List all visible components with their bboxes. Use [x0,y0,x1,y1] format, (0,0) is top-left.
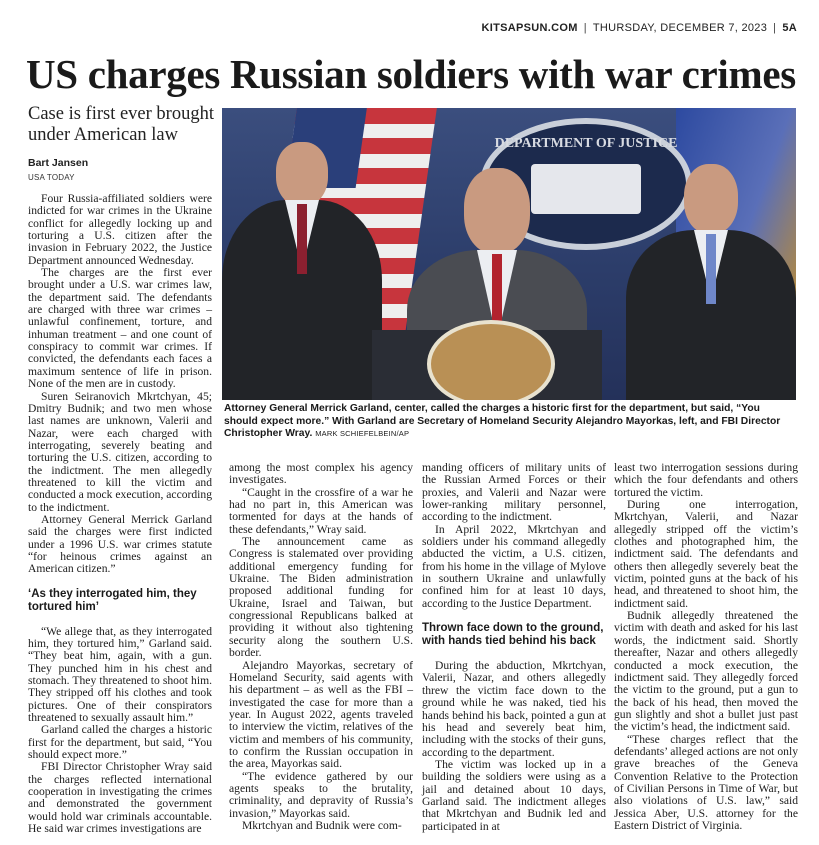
photo-credit: MARK SCHIEFELBEIN/AP [315,429,410,438]
article-paragraph: “These charges reflect that the defendants’ alleged actions are not only grave breaches of the Geneva Convention Relative to the Protection of Civilian Persons in Time of War, but also violations of U.S. law,” said Jessica Aber, U.S. attorney for the Eastern District of Virginia. [614,732,798,832]
section-subhead: Thrown face down to the ground, with hands tied behind his back [422,622,604,648]
seal-text: DEPARTMENT OF JUSTICE [494,136,678,151]
article-column-3 [422,462,606,833]
article-paragraph: among the most complex his agency investigates. [229,461,413,487]
byline-organization: USA TODAY [28,173,75,182]
seal-building [531,164,641,214]
article-paragraph: FBI Director Christopher Wray said the charges reflected international cooperation in investigating the crimes and demonstrated the government would hold war criminals accountable. He said war crimes investigations are [28,760,212,836]
article-column-1 [28,193,212,836]
article-column-2 [229,462,413,832]
news-photo [222,108,796,400]
article-paragraph: In April 2022, Mkrtchyan and soldiers under his command allegedly abducted the victim, a U.S. citizen, from his home in the village of Mylove in southern Ukraine and unlawfully confined him for at least 10 days, according to the Justice Department. [422,522,606,610]
article-paragraph: Four Russia-affiliated soldiers were indicted for war crimes in the Ukraine conflict for allegedly locking up and torturing a U.S. citizen after the invasion in February 2022, the Justice Department announced Wednesday. [28,192,212,267]
article-paragraph: Alejandro Mayorkas, secretary of Homeland Security, said agents with his department – as well as the FBI – investigated the case for more than a year. In August 2022, agents traveled to interview the victim, relatives of the victim and members of his community, to confirm the Russian occupation in the area, Mayorkas said. [229,658,413,771]
article-paragraph: manding officers of military units of the Russian Armed Forces or their proxies, and Valerii and Nazar were lower-ranking military personnel, according to the indictment. [422,461,606,524]
article-paragraph: Budnik allegedly threatened the victim with death and asked for his last words, the indictment said. Shortly thereafter, Nazar and others allegedly conducted a mock execution, the indictment said. They allegedly forced the victim to the ground, put a gun to the back of his head, then moved the gun slightly and shot a bullet just past the victim’s head, the indictment said. [614,609,798,734]
article-paragraph: The victim was locked up in a building the soldiers were using as a jail and detained about 10 days, Garland said. The indictment alleges that Mkrtchyan and Budnik led and participated in at [422,757,606,833]
caption-text: Attorney General Merrick Garland, center, called the charges a historic first for the department, but said, “You should expect more.” With Garland are Secretary of Homeland Security Alejandro Mayorkas, left, and FBI Director Christopher Wray. [224,403,781,439]
headline: US charges Russian soldiers with war crimes [26,51,796,97]
podium [372,330,602,400]
person-wray [626,230,796,400]
photo-caption [224,403,796,441]
article-paragraph: Suren Seiranovich Mkrtchyan, 45; Dmitry Budnik; and two men whose last names are unknown, Valerii and Nazar, were each charged with interrogating, severely beating and torturing the U.S. citizen, according to the indictment. The men allegedly threatened to kill the victim and conducted a mock execution, according to the indictment. [28,389,212,514]
article-paragraph: “The evidence gathered by our agents speaks to the brutality, criminality, and depravity of Russia’s invasion,” Mayorkas said. [229,769,413,820]
article-column-4 [614,462,798,832]
article-paragraph: During the abduction, Mkrtchyan, Valerii, Nazar, and others allegedly threw the victim face down to the ground while he was naked, tied his hands behind his back, pointed a gun at his head and severely beat him, including with the stocks of their guns, according to the department. [422,659,606,759]
article-paragraph: “We allege that, as they interrogated him, they tortured him,” Garland said. “They beat him, again, with a gun. They punched him in his chest and stomach. They threatened to shoot him. They stripped off his clothes and took pictures. One of their conspirators threatened to sexually assault him.” [28,624,212,725]
site-name: KITSAPSUN.COM [481,22,578,34]
section-subhead: ‘As they interrogated him, they tortured him’ [28,587,197,613]
article-paragraph: The charges are the first ever brought under a U.S. war crimes law, the department said. The defendants are charged with three war crimes – unlawful confinement, torture, and inhuman treatment – and one count of conspiracy to commit war crimes. If convicted, the defendants each faces a maximum sentence of life in prison. None of the men are in custody. [28,266,212,391]
article-paragraph: Attorney General Merrick Garland said the charges were first indicted under a 1996 U.S. war crimes statute “for heinous crimes against an American citizen.” [28,512,212,576]
article-paragraph: Mkrtchyan and Budnik were com- [242,818,402,832]
byline-author: Bart Jansen [28,157,89,169]
issue-date: THURSDAY, DECEMBER 7, 2023 [592,22,768,34]
article-header-block [28,104,223,183]
page-number: 5A [782,22,797,34]
article-paragraph: The announcement came as Congress is stalemated over providing additional emergency funding for Ukraine. The Biden administration proposed additional funding for Ukraine, Israel and Taiwan, but congressional Republicans balked at providing it without also tightening security along the southern U.S. border. [229,535,413,660]
person-mayorkas [222,200,382,400]
article-paragraph: “Caught in the crossfire of a war he had no part in, this American was tormented for days at the hands of these defendants,” Wray said. [229,485,413,536]
article-paragraph: least two interrogation sessions during which the four defendants and others tortured the victim. [614,461,798,499]
article-paragraph: Garland called the charges a historic first for the department, but said, “You should expect more.” [28,723,212,762]
deck-subheadline: Case is first ever brought under American law [28,104,214,145]
article-paragraph: During one interrogation, Mkrtchyan, Valerii, and Nazar allegedly stripped off the victim’s clothes and photographed him, the indictment said. The defendants and others then allegedly severely beat the victim, pointed guns at the back of his head, and threatened to shoot him, the indictment said. [614,498,798,610]
page-folio: KITSAPSUN.COM | THURSDAY, DECEMBER 7, 2023 | 5A [481,22,797,34]
